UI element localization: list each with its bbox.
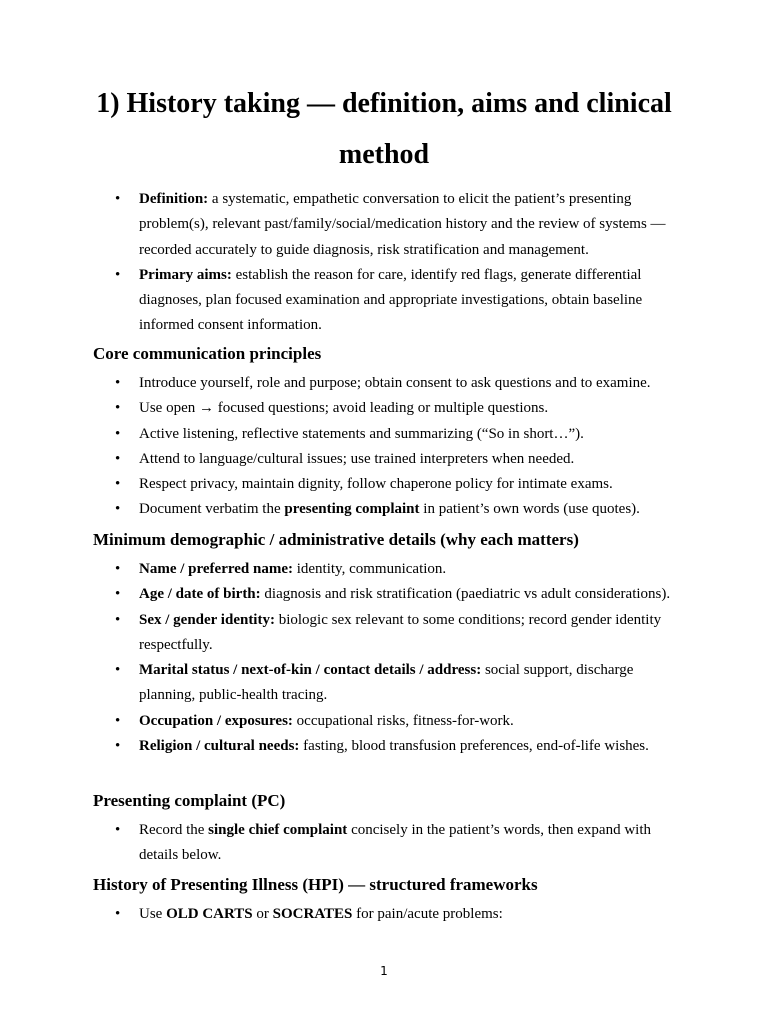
list-item bbox=[139, 902, 679, 927]
item-text: or bbox=[252, 906, 273, 922]
item-label: Marital status / next-of-kin / contact details / address: bbox=[139, 662, 482, 679]
list-item bbox=[139, 187, 679, 263]
item-text: Attend to language/cultural issues; use trained interpreters when needed. bbox=[139, 450, 575, 467]
list-item bbox=[139, 472, 679, 497]
list-item bbox=[139, 818, 679, 869]
intro-list bbox=[0, 187, 768, 339]
item-label: Definition: bbox=[139, 191, 209, 207]
item-text: Active listening, reflective statements and summarizing (“So in short…”). bbox=[139, 425, 584, 442]
item-emphasis: SOCRATES bbox=[272, 906, 353, 922]
item-label: Religion / cultural needs: bbox=[139, 738, 300, 755]
item-text: Introduce yourself, role and purpose; obtain consent to ask questions and to examine. bbox=[139, 375, 651, 391]
item-text: diagnosis and risk stratification (paediatric vs adult considerations). bbox=[260, 586, 671, 603]
list-item bbox=[139, 557, 679, 582]
item-text: Respect privacy, maintain dignity, follow chaperone policy for intimate exams. bbox=[139, 476, 613, 493]
item-text: identity, communication. bbox=[292, 561, 447, 577]
item-text: concisely in the patient’s words, then expand with details below. bbox=[139, 822, 651, 864]
item-label: Sex / gender identity: bbox=[139, 611, 275, 628]
section-heading-hpi: History of Presenting Illness (HPI) — structured frameworks bbox=[93, 875, 538, 894]
item-emphasis: presenting complaint bbox=[284, 501, 420, 518]
item-text: in patient’s own words (use quotes). bbox=[419, 501, 640, 518]
item-text: occupational risks, fitness-for-work. bbox=[292, 712, 514, 729]
item-text: establish the reason for care, identify red flags, generate differential diagnoses, plan focused examination and appropriate investigations, obtain baseline informed consent information. bbox=[139, 266, 643, 334]
section-heading-demographic: Minimum demographic / administrative details (why each matters) bbox=[93, 530, 579, 549]
list-item bbox=[139, 497, 679, 522]
section-heading-presenting-complaint: Presenting complaint (PC) bbox=[93, 791, 286, 810]
page-title: 1) History taking — definition, aims and clinical method bbox=[96, 88, 672, 170]
list-item bbox=[139, 582, 679, 607]
demographic-list bbox=[0, 557, 768, 759]
list-item bbox=[139, 734, 679, 759]
list-item bbox=[139, 371, 679, 396]
item-emphasis: single chief complaint bbox=[208, 822, 348, 838]
item-label: Age / date of birth: bbox=[139, 586, 261, 603]
page-number: 1 bbox=[380, 964, 388, 978]
presenting-complaint-list bbox=[0, 818, 768, 869]
item-label: Occupation / exposures: bbox=[139, 712, 293, 729]
item-text: Record the bbox=[139, 822, 209, 838]
list-item bbox=[139, 447, 679, 472]
communication-list bbox=[0, 371, 768, 523]
item-emphasis: OLD CARTS bbox=[166, 906, 253, 922]
hpi-list bbox=[0, 902, 768, 927]
item-text: fasting, blood transfusion preferences, end-of-life wishes. bbox=[299, 738, 649, 755]
list-item bbox=[139, 263, 679, 339]
item-text: social support, discharge planning, public-health tracing. bbox=[139, 662, 634, 704]
list-item bbox=[139, 658, 679, 709]
item-label: Name / preferred name: bbox=[139, 561, 293, 577]
item-text: biologic sex relevant to some conditions; record gender identity respectfully. bbox=[139, 611, 662, 653]
item-text: Use open → focused questions; avoid leading or multiple questions. bbox=[139, 400, 549, 417]
list-item bbox=[139, 396, 679, 421]
list-item bbox=[139, 709, 679, 734]
item-text: Use bbox=[139, 906, 167, 922]
list-item bbox=[139, 422, 679, 447]
section-heading-communication: Core communication principles bbox=[93, 344, 322, 363]
item-label: Primary aims: bbox=[139, 266, 232, 283]
list-item bbox=[139, 608, 679, 659]
item-text: for pain/acute problems: bbox=[352, 906, 503, 922]
item-text: Document verbatim the bbox=[139, 501, 285, 518]
item-text: a systematic, empathetic conversation to elicit the patient’s presenting problem(s), relevant past/family/social/medication history and the review of systems — recorded accurately to guide diagnosis, risk stratification and management. bbox=[139, 191, 666, 258]
